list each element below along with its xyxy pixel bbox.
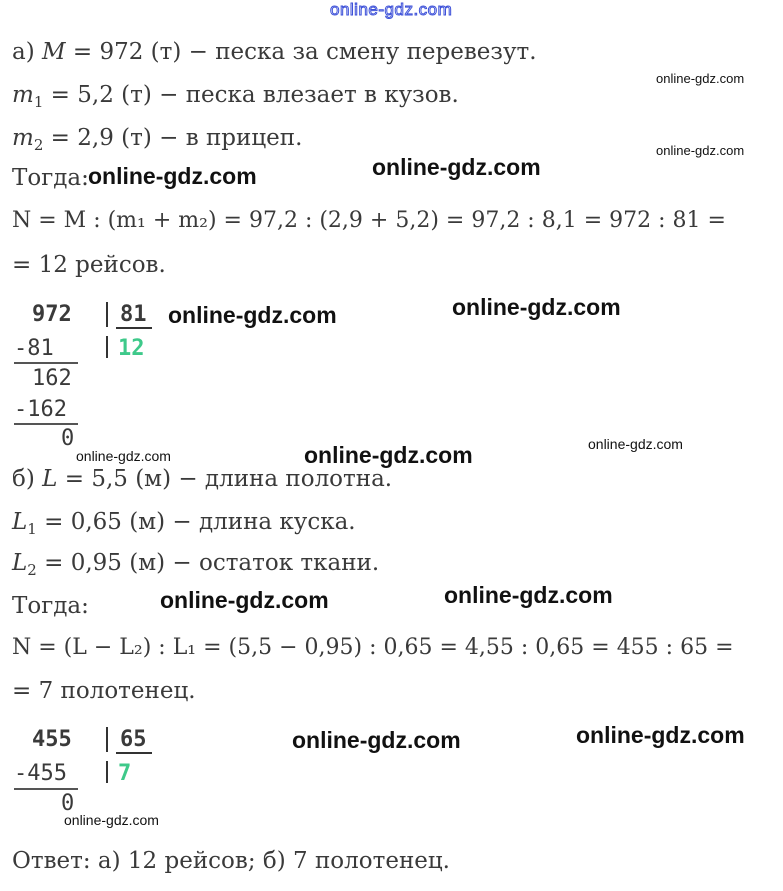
part-a-result: = 12 рейсов. <box>12 252 166 278</box>
div-a-divisor: 81 <box>120 302 147 327</box>
var-m2-subscript: 2 <box>33 136 44 154</box>
div-b-divisor: 65 <box>120 727 147 752</box>
part-b-line-1-text: = 5,5 (м) − длина полотна. <box>57 466 393 492</box>
div-b-bracket-top <box>106 727 108 752</box>
part-b-line-2-text: = 0,65 (м) − длина куска. <box>36 509 356 535</box>
div-a-line-1 <box>14 362 78 364</box>
div-a-line-2 <box>14 423 78 425</box>
watermark: online-gdz.com <box>372 154 541 180</box>
part-b-togda: Тогда: <box>12 593 89 619</box>
watermark: online-gdz.com <box>88 163 257 189</box>
div-a-remainder-1: 162 <box>32 366 72 391</box>
part-a-label: а) <box>12 39 42 65</box>
part-b-line-2 <box>12 508 356 536</box>
watermark: online-gdz.com <box>656 143 745 158</box>
watermark: online-gdz.com <box>292 727 461 753</box>
watermark: online-gdz.com <box>160 587 329 613</box>
part-a-line-1 <box>12 38 537 66</box>
div-b-quotient: 7 <box>118 761 132 786</box>
watermark: online-gdz.com <box>76 448 171 464</box>
part-b-line-3 <box>12 549 379 577</box>
part-b-result: = 7 полотенец. <box>12 678 196 704</box>
var-l2: L <box>12 550 28 576</box>
part-a-formula: N = M : (m₁ + m₂) = 97,2 : (2,9 + 5,2) = 97,2 : 8,1 = 972 : 81 = <box>12 208 726 233</box>
div-a-step-2: -162 <box>14 397 67 422</box>
div-a-step-1: -81 <box>14 336 54 361</box>
part-b-line-1 <box>12 465 392 493</box>
div-b-step-1: -455 <box>14 761 67 786</box>
watermark: online-gdz.com <box>452 294 621 320</box>
div-a-bracket-bottom <box>106 336 108 358</box>
part-a-line-3-text: = 2,9 (т) − в прицеп. <box>43 125 303 151</box>
watermark: online-gdz.com <box>656 71 745 86</box>
part-a-togda: Тогда: <box>12 165 89 191</box>
part-a-line-1-text: = 972 (т) − песка за смену перевезут. <box>65 39 537 65</box>
watermark: online-gdz.com <box>576 722 745 748</box>
div-b-divisor-line <box>116 752 152 754</box>
div-b-bracket-bottom <box>106 761 108 783</box>
var-l1: L <box>12 509 28 535</box>
div-a-bracket-top <box>106 302 108 327</box>
var-l2-subscript: 2 <box>27 561 37 579</box>
part-b-line-3-text: = 0,95 (м) − остаток ткани. <box>36 550 380 576</box>
part-b-formula: N = (L − L₂) : L₁ = (5,5 − 0,95) : 0,65 = 4,55 : 0,65 = 455 : 65 = <box>12 635 734 660</box>
var-m2: m <box>12 125 34 151</box>
watermark-top: online-gdz.com <box>330 0 453 19</box>
var-m1-subscript: 1 <box>33 93 44 111</box>
var-l-total: L <box>42 466 58 492</box>
part-a-line-3 <box>12 124 302 152</box>
div-b-dividend: 455 <box>32 727 72 752</box>
var-m1: m <box>12 82 34 108</box>
var-m-total: M <box>42 39 66 65</box>
watermark: online-gdz.com <box>444 582 613 608</box>
watermark: online-gdz.com <box>304 442 473 468</box>
var-l1-subscript: 1 <box>27 520 37 538</box>
div-b-remainder-1: 0 <box>61 791 75 816</box>
watermark: online-gdz.com <box>588 436 683 452</box>
div-a-dividend: 972 <box>32 302 72 327</box>
part-a-line-2 <box>12 81 459 109</box>
watermark: online-gdz.com <box>168 302 337 328</box>
part-a-line-2-text: = 5,2 (т) − песка влезает в кузов. <box>43 82 459 108</box>
part-b-label: б) <box>12 466 43 492</box>
div-a-divisor-line <box>116 327 152 329</box>
watermark: online-gdz.com <box>64 812 159 828</box>
div-b-line-1 <box>14 788 78 790</box>
answer-line: Ответ: а) 12 рейсов; б) 7 полотенец. <box>12 848 450 874</box>
div-a-remainder-2: 0 <box>61 426 75 451</box>
div-a-quotient: 12 <box>118 336 145 361</box>
